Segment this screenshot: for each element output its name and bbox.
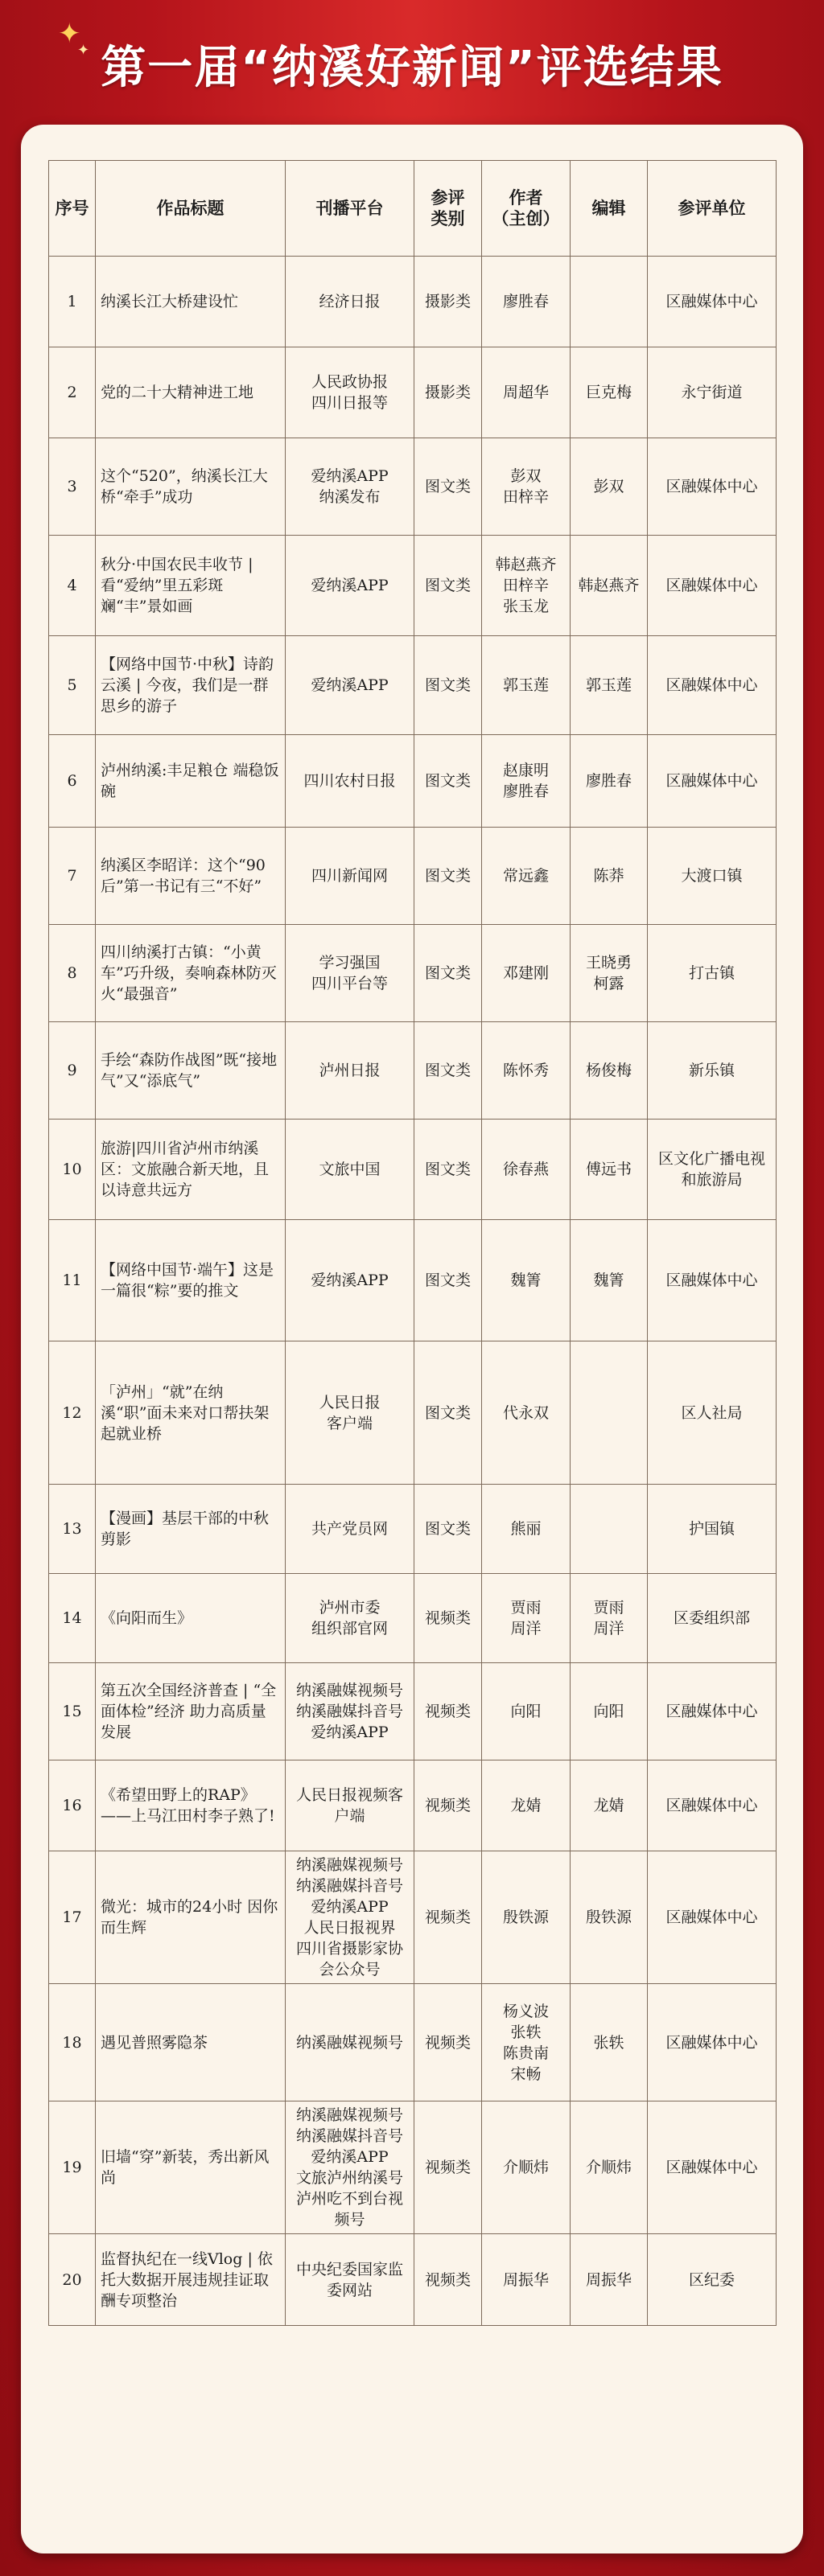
cell-title: 遇见普照雾隐茶	[96, 1984, 286, 2101]
cell-platform: 经济日报	[286, 257, 414, 347]
cell-category: 视频类	[414, 2234, 482, 2326]
cell-author: 赵康明 廖胜春	[482, 735, 571, 828]
cell-title: 纳溪长江大桥建设忙	[96, 257, 286, 347]
cell-title: 秋分·中国农民丰收节 | 看“爱纳”里五彩斑斓“丰”景如画	[96, 536, 286, 636]
cell-no: 8	[49, 925, 96, 1022]
cell-no: 18	[49, 1984, 96, 2101]
cell-category: 图文类	[414, 735, 482, 828]
cell-editor	[571, 257, 648, 347]
cell-author: 周振华	[482, 2234, 571, 2326]
table-row	[49, 438, 777, 536]
cell-unit: 区融媒体中心	[648, 1220, 777, 1341]
cell-editor: 郭玉莲	[571, 636, 648, 735]
cell-platform: 中央纪委国家监委网站	[286, 2234, 414, 2326]
cell-author: 介顺炜	[482, 2101, 571, 2234]
cell-no: 6	[49, 735, 96, 828]
cell-category: 图文类	[414, 536, 482, 636]
cell-title: 这个“520”，纳溪长江大桥“牵手”成功	[96, 438, 286, 536]
cell-title: 旧墙“穿”新装，秀出新风尚	[96, 2101, 286, 2234]
cell-platform: 纳溪融媒视频号	[286, 1984, 414, 2101]
cell-unit: 区纪委	[648, 2234, 777, 2326]
cell-category: 视频类	[414, 1574, 482, 1663]
cell-category: 视频类	[414, 2101, 482, 2234]
cell-unit: 区融媒体中心	[648, 1760, 777, 1851]
table-row	[49, 1220, 777, 1341]
cell-platform: 人民日报视频客户端	[286, 1760, 414, 1851]
cell-title: 【网络中国节·中秋】诗韵云溪 | 今夜，我们是一群思乡的游子	[96, 636, 286, 735]
cell-editor: 杨俊梅	[571, 1022, 648, 1120]
cell-platform: 文旅中国	[286, 1120, 414, 1220]
cell-unit: 区融媒体中心	[648, 438, 777, 536]
cell-no: 17	[49, 1851, 96, 1984]
cell-title: 旅游|四川省泸州市纳溪区：文旅融合新天地，且以诗意共远方	[96, 1120, 286, 1220]
table-row	[49, 1022, 777, 1120]
cell-unit: 区委组织部	[648, 1574, 777, 1663]
table-row	[49, 1663, 777, 1760]
cell-editor	[571, 1485, 648, 1574]
cell-author: 代永双	[482, 1341, 571, 1485]
cell-category: 图文类	[414, 828, 482, 925]
cell-title: 监督执纪在一线Vlog | 依托大数据开展违规挂证取酬专项整治	[96, 2234, 286, 2326]
cell-title: 「泸州」“就”在纳溪“职”面未来对口帮扶架起就业桥	[96, 1341, 286, 1485]
cell-unit: 永宁街道	[648, 347, 777, 438]
cell-title: 第五次全国经济普查 | “全面体检”经济 助力高质量发展	[96, 1663, 286, 1760]
cell-no: 3	[49, 438, 96, 536]
cell-author: 郭玉莲	[482, 636, 571, 735]
table-row	[49, 1120, 777, 1220]
cell-title: 《向阳而生》	[96, 1574, 286, 1663]
cell-category: 图文类	[414, 1022, 482, 1120]
table-row	[49, 1485, 777, 1574]
cell-editor: 陈莽	[571, 828, 648, 925]
table-row	[49, 828, 777, 925]
cell-platform: 人民日报 客户端	[286, 1341, 414, 1485]
cell-category: 图文类	[414, 1120, 482, 1220]
cell-no: 11	[49, 1220, 96, 1341]
cell-platform: 学习强国 四川平台等	[286, 925, 414, 1022]
cell-no: 4	[49, 536, 96, 636]
cell-editor: 魏箐	[571, 1220, 648, 1341]
cell-editor: 龙婧	[571, 1760, 648, 1851]
cell-unit: 新乐镇	[648, 1022, 777, 1120]
cell-no: 15	[49, 1663, 96, 1760]
table-row	[49, 2101, 777, 2234]
header-editor: 编辑	[571, 161, 648, 257]
cell-platform: 爱纳溪APP	[286, 536, 414, 636]
cell-category: 视频类	[414, 1984, 482, 2101]
cell-unit: 大渡口镇	[648, 828, 777, 925]
cell-unit: 区融媒体中心	[648, 1663, 777, 1760]
cell-editor: 廖胜春	[571, 735, 648, 828]
cell-category: 图文类	[414, 1341, 482, 1485]
cell-platform: 纳溪融媒视频号 纳溪融媒抖音号 爱纳溪APP 人民日报视界 四川省摄影家协会公众号	[286, 1851, 414, 1984]
cell-editor: 韩赵燕齐	[571, 536, 648, 636]
table-row	[49, 1574, 777, 1663]
cell-category: 图文类	[414, 1485, 482, 1574]
cell-platform: 四川新闻网	[286, 828, 414, 925]
cell-category: 图文类	[414, 438, 482, 536]
header-category: 参评 类别	[414, 161, 482, 257]
cell-no: 14	[49, 1574, 96, 1663]
cell-author: 贾雨 周洋	[482, 1574, 571, 1663]
cell-platform: 泸州市委 组织部官网	[286, 1574, 414, 1663]
cell-editor: 向阳	[571, 1663, 648, 1760]
cell-unit: 区融媒体中心	[648, 1851, 777, 1984]
header-title: 作品标题	[96, 161, 286, 257]
cell-author: 徐春燕	[482, 1120, 571, 1220]
cell-platform: 共产党员网	[286, 1485, 414, 1574]
table-row	[49, 1851, 777, 1984]
cell-author: 向阳	[482, 1663, 571, 1760]
cell-platform: 爱纳溪APP	[286, 1220, 414, 1341]
cell-editor: 贾雨 周洋	[571, 1574, 648, 1663]
cell-title: 四川纳溪打古镇：“小黄车”巧升级，奏响森林防灭火“最强音”	[96, 925, 286, 1022]
cell-no: 5	[49, 636, 96, 735]
cell-author: 韩赵燕齐 田梓辛 张玉龙	[482, 536, 571, 636]
cell-title: 【网络中国节·端午】这是一篇很“粽”要的推文	[96, 1220, 286, 1341]
table-row	[49, 257, 777, 347]
table-header-row	[49, 161, 777, 257]
cell-category: 视频类	[414, 1851, 482, 1984]
table-body	[49, 257, 777, 2326]
cell-no: 7	[49, 828, 96, 925]
page-title: 第一届“纳溪好新闻”评选结果	[101, 42, 723, 94]
cell-author: 邓建刚	[482, 925, 571, 1022]
table-row	[49, 2234, 777, 2326]
cell-title: 【漫画】基层干部的中秋剪影	[96, 1485, 286, 1574]
cell-no: 2	[49, 347, 96, 438]
cell-author: 熊丽	[482, 1485, 571, 1574]
cell-editor: 介顺炜	[571, 2101, 648, 2234]
cell-unit: 打古镇	[648, 925, 777, 1022]
header-unit: 参评单位	[648, 161, 777, 257]
cell-author: 陈怀秀	[482, 1022, 571, 1120]
header-author: 作者 （主创）	[482, 161, 571, 257]
cell-platform: 人民政协报 四川日报等	[286, 347, 414, 438]
cell-title: 手绘“森防作战图”既“接地气”又“添底气”	[96, 1022, 286, 1120]
table-row	[49, 925, 777, 1022]
table-row	[49, 347, 777, 438]
cell-platform: 泸州日报	[286, 1022, 414, 1120]
table-row	[49, 1341, 777, 1485]
cell-unit: 区融媒体中心	[648, 2101, 777, 2234]
cell-platform: 纳溪融媒视频号 纳溪融媒抖音号 爱纳溪APP	[286, 1663, 414, 1760]
cell-editor: 周振华	[571, 2234, 648, 2326]
cell-no: 20	[49, 2234, 96, 2326]
cell-author: 彭双 田梓辛	[482, 438, 571, 536]
cell-unit: 区融媒体中心	[648, 636, 777, 735]
cell-platform: 四川农村日报	[286, 735, 414, 828]
cell-title: 泸州纳溪:丰足粮仓 端稳饭碗	[96, 735, 286, 828]
cell-author: 魏箐	[482, 1220, 571, 1341]
cell-category: 图文类	[414, 925, 482, 1022]
cell-unit: 区人社局	[648, 1341, 777, 1485]
cell-title: 微光：城市的24小时 因你而生辉	[96, 1851, 286, 1984]
cell-editor: 傅远书	[571, 1120, 648, 1220]
table-row	[49, 1984, 777, 2101]
cell-platform: 纳溪融媒视频号 纳溪融媒抖音号 爱纳溪APP 文旅泸州纳溪号 泸州吃不到台视频号	[286, 2101, 414, 2234]
cell-author: 殷铁源	[482, 1851, 571, 1984]
cell-no: 10	[49, 1120, 96, 1220]
cell-no: 9	[49, 1022, 96, 1120]
cell-no: 16	[49, 1760, 96, 1851]
sparkle-icon: ✦	[58, 18, 81, 50]
cell-editor: 彭双	[571, 438, 648, 536]
sparkle-small-icon: ✦	[77, 42, 90, 59]
header-platform: 刊播平台	[286, 161, 414, 257]
cell-unit: 护国镇	[648, 1485, 777, 1574]
table-row	[49, 735, 777, 828]
cell-category: 视频类	[414, 1663, 482, 1760]
results-card	[21, 125, 803, 2553]
cell-author: 常远鑫	[482, 828, 571, 925]
cell-title: 《希望田野上的RAP》——上马江田村李子熟了!	[96, 1760, 286, 1851]
cell-platform: 爱纳溪APP 纳溪发布	[286, 438, 414, 536]
cell-author: 杨义波 张轶 陈贵南 宋畅	[482, 1984, 571, 2101]
header-no: 序号	[49, 161, 96, 257]
cell-no: 13	[49, 1485, 96, 1574]
cell-unit: 区融媒体中心	[648, 735, 777, 828]
cell-unit: 区融媒体中心	[648, 257, 777, 347]
cell-category: 视频类	[414, 1760, 482, 1851]
table-row	[49, 1760, 777, 1851]
cell-unit: 区融媒体中心	[648, 536, 777, 636]
cell-author: 廖胜春	[482, 257, 571, 347]
cell-no: 19	[49, 2101, 96, 2234]
cell-category: 图文类	[414, 636, 482, 735]
cell-title: 党的二十大精神进工地	[96, 347, 286, 438]
cell-editor: 张轶	[571, 1984, 648, 2101]
cell-category: 摄影类	[414, 257, 482, 347]
cell-editor: 殷铁源	[571, 1851, 648, 1984]
cell-no: 12	[49, 1341, 96, 1485]
cell-author: 周超华	[482, 347, 571, 438]
table-row	[49, 636, 777, 735]
cell-unit: 区文化广播电视和旅游局	[648, 1120, 777, 1220]
results-table	[48, 160, 777, 2326]
cell-author: 龙婧	[482, 1760, 571, 1851]
cell-title: 纳溪区李昭详：这个“90后”第一书记有三“不好”	[96, 828, 286, 925]
cell-platform: 爱纳溪APP	[286, 636, 414, 735]
cell-editor: 王晓勇 柯露	[571, 925, 648, 1022]
cell-editor	[571, 1341, 648, 1485]
cell-no: 1	[49, 257, 96, 347]
cell-category: 图文类	[414, 1220, 482, 1341]
table-row	[49, 536, 777, 636]
cell-editor: 巨克梅	[571, 347, 648, 438]
cell-category: 摄影类	[414, 347, 482, 438]
cell-unit: 区融媒体中心	[648, 1984, 777, 2101]
